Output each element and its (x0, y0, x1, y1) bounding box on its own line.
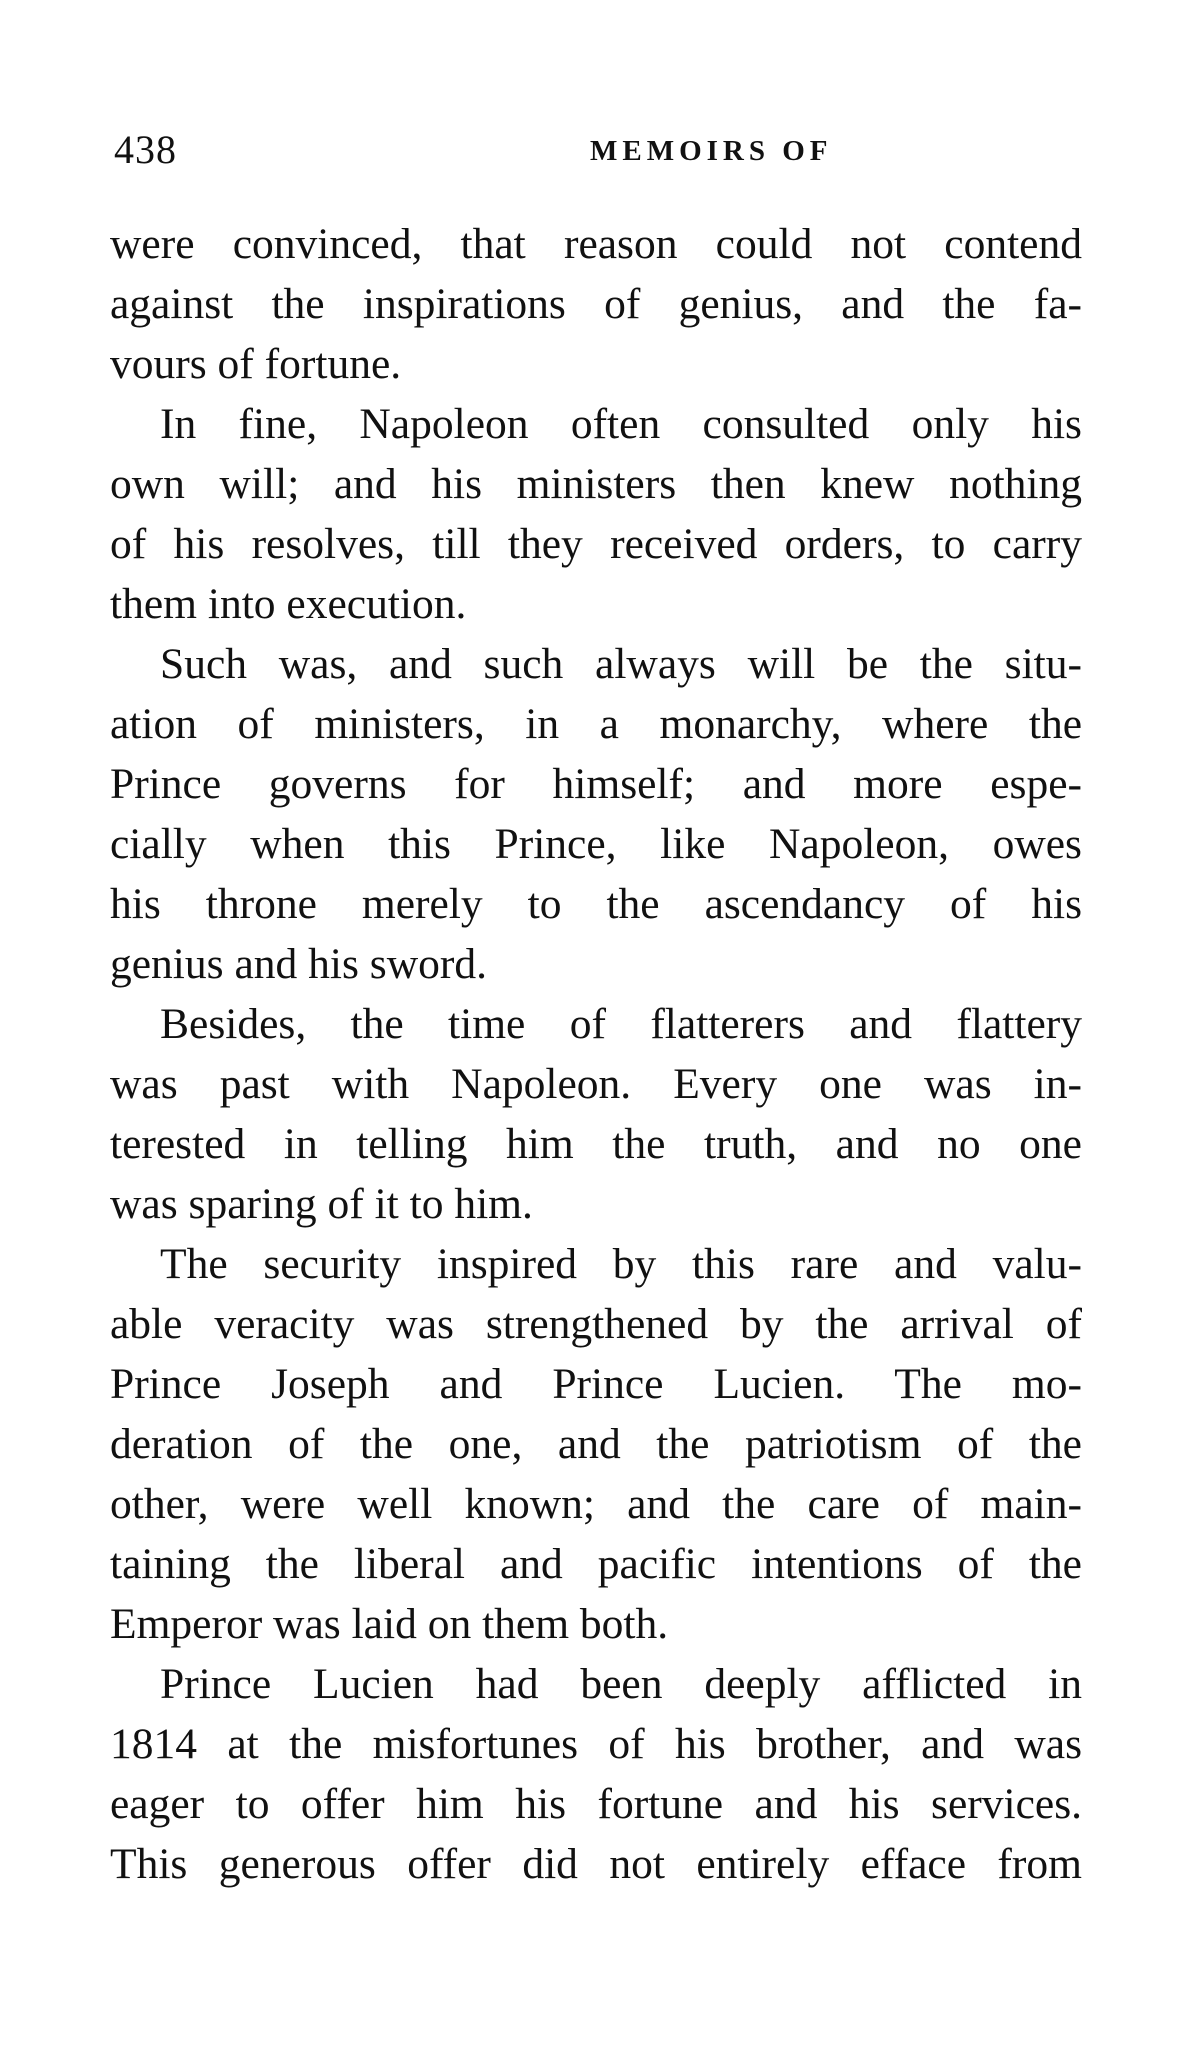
text-line: able veracity was strengthened by the arrival of (110, 1300, 1082, 1348)
text-line: Emperor was laid on them both. (110, 1600, 669, 1648)
text-line: Prince Joseph and Prince Lucien. The mo- (110, 1360, 1082, 1408)
text-line: cially when this Prince, like Napoleon, owes (110, 820, 1082, 868)
text-line: own will; and his ministers then knew nothing (110, 460, 1082, 508)
text-line: eager to offer him his fortune and his services. (110, 1780, 1082, 1828)
text-line: his throne merely to the ascendancy of his (110, 880, 1082, 928)
text-line: Prince Lucien had been deeply afflicted in (160, 1660, 1082, 1708)
text-line: Such was, and such always will be the situ- (160, 640, 1082, 688)
text-line: This generous offer did not entirely efface from (110, 1840, 1082, 1888)
text-line: genius and his sword. (110, 940, 487, 988)
text-line: of his resolves, till they received orders, to carry (110, 520, 1082, 568)
text-line: deration of the one, and the patriotism of the (110, 1420, 1082, 1468)
text-line: 1814 at the misfortunes of his brother, and was (110, 1720, 1082, 1768)
text-line: terested in telling him the truth, and no one (110, 1120, 1082, 1168)
text-line: Prince governs for himself; and more espe- (110, 760, 1082, 808)
text-line: taining the liberal and pacific intentions of the (110, 1540, 1082, 1588)
text-line: The security inspired by this rare and valu- (160, 1240, 1082, 1288)
text-line: was past with Napoleon. Every one was in- (110, 1060, 1082, 1108)
text-line: was sparing of it to him. (110, 1180, 533, 1228)
text-line: against the inspirations of genius, and the fa- (110, 280, 1082, 328)
text-line: ation of ministers, in a monarchy, where the (110, 700, 1082, 748)
page-number: 438 (114, 127, 177, 172)
text-line: other, were well known; and the care of main- (110, 1480, 1082, 1528)
text-line: vours of fortune. (110, 340, 402, 388)
text-line: were convinced, that reason could not contend (110, 220, 1082, 268)
body-text (110, 214, 1082, 1894)
page-header (110, 125, 1080, 175)
text-line: them into execution. (110, 580, 467, 628)
text-line: Besides, the time of flatterers and flattery (160, 1000, 1082, 1048)
text-line: In fine, Napoleon often consulted only his (160, 400, 1082, 448)
running-head: MEMOIRS OF (590, 135, 833, 167)
